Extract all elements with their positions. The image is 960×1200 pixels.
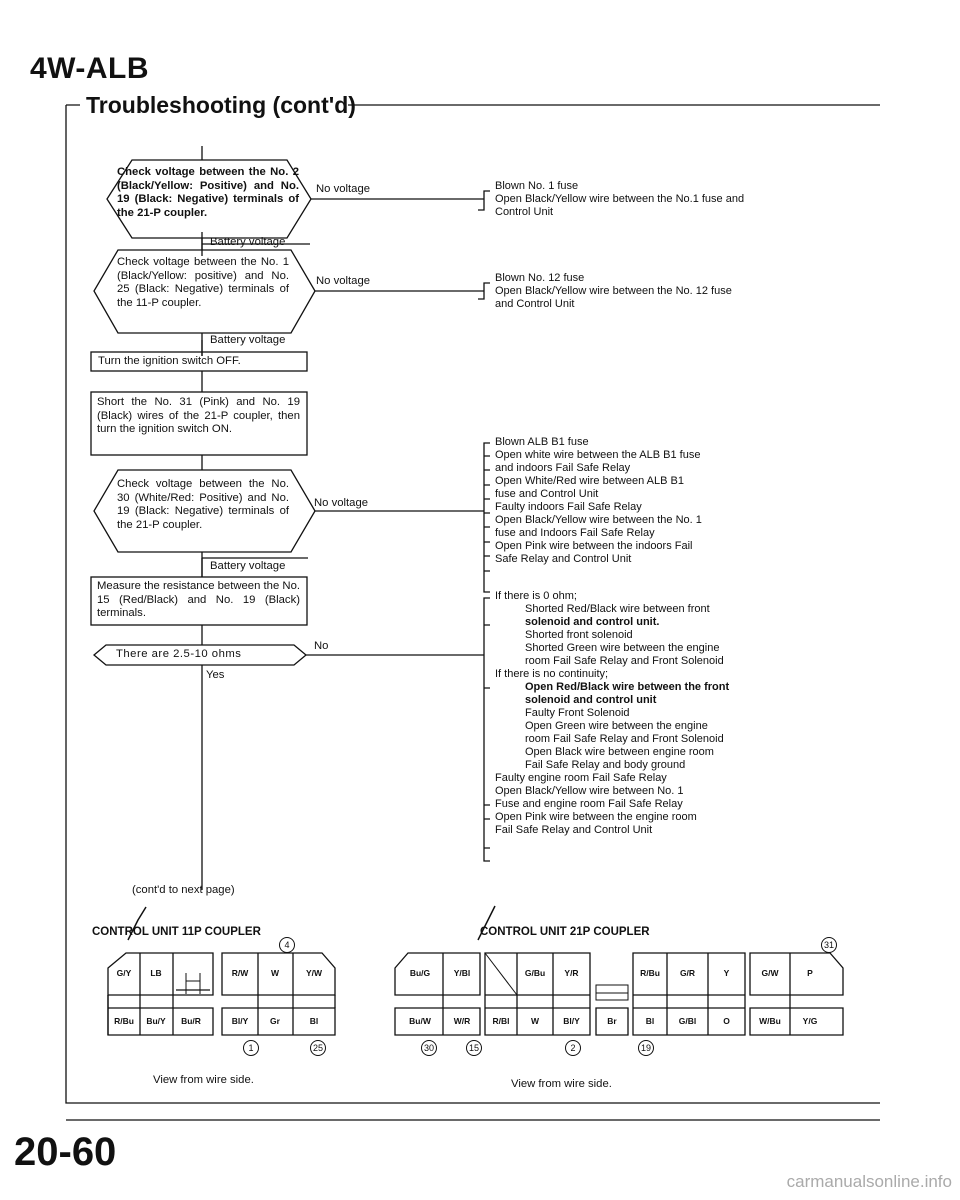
result-line: room Fail Safe Relay and Front Solenoid — [525, 733, 724, 745]
pin-label: W — [270, 968, 280, 978]
pin-label: G/W — [761, 968, 779, 978]
pin-label: R/Bl — [492, 1016, 510, 1026]
result-line: Shorted Green wire between the engine — [525, 642, 720, 654]
result-step1: Blown No. 1 fuse Open Black/Yellow wire between the No.1 fuse and Control Unit — [495, 180, 745, 218]
result-line: Fail Safe Relay and Control Unit — [495, 824, 653, 836]
pin-label: LB — [150, 968, 162, 978]
result-line: room Fail Safe Relay and Front Solenoid — [525, 655, 724, 667]
battery-voltage-label: Battery voltage — [210, 560, 286, 572]
pin-label: G/Bu — [524, 968, 546, 978]
pin-number: 15 — [466, 1040, 482, 1056]
no-label: No — [314, 640, 329, 652]
pin-label: Bu/W — [409, 1016, 431, 1026]
pin-label: G/Y — [116, 968, 132, 978]
result-line: Open Green wire between the engine — [525, 720, 708, 732]
pin-label: Bl/Y — [563, 1016, 580, 1026]
page-subtitle: Troubleshooting (cont'd) — [86, 92, 356, 118]
result-line: Faulty engine room Fail Safe Relay — [495, 772, 667, 784]
result-line: Faulty Front Solenoid — [525, 707, 630, 719]
step-short-wires: Short the No. 31 (Pink) and No. 19 (Black) wires of the 21-P coupler, then turn the ignition switch ON. — [97, 396, 300, 435]
pin-label: P — [807, 968, 813, 978]
yes-label: Yes — [206, 669, 225, 681]
battery-voltage-label: Battery voltage — [210, 334, 286, 346]
step-resistance-check: There are 2.5-10 ohms — [116, 648, 242, 660]
result-step5: Blown ALB B1 fuse Open white wire between the ALB B1 fuse and indoors Fail Safe Relay Open White/Red wire between ALB B1 fuse and Control Unit Faulty indoors Fail Safe Relay Open Black/Yellow wire between the No. 1 fuse and Indoors Fail Safe Relay Open Pink wire between the indoors Fail Safe Relay and Control Unit — [495, 436, 702, 565]
pin-label: W — [530, 1016, 540, 1026]
pin-number: 1 — [243, 1040, 259, 1056]
continued-note: (cont'd to next page) — [132, 884, 235, 896]
step-check-voltage-11p: Check voltage between the No. 1 (Black/Yellow: positive) and No. 25 (Black: Negative) terminals of the 11-P coupler. — [117, 256, 289, 309]
no-voltage-label: No voltage — [316, 183, 371, 195]
pin-number: 4 — [279, 937, 295, 953]
watermark: carmanualsonline.info — [786, 1172, 952, 1191]
battery-voltage-label: Battery voltage — [210, 236, 286, 248]
result-line: solenoid and control unit — [525, 694, 657, 706]
pin-number: 25 — [310, 1040, 326, 1056]
step-measure-resistance: Measure the resistance between the No. 15 (Red/Black) and No. 19 (Black) terminals. — [97, 580, 300, 619]
pin-label: Bl — [645, 1016, 655, 1026]
pin-label: Y/R — [564, 968, 579, 978]
result-line: If there is no continuity; — [495, 668, 609, 680]
result-line: Open Black wire between engine room — [525, 746, 714, 758]
no-voltage-label: No voltage — [314, 497, 369, 509]
pin-label: Br — [607, 1016, 617, 1026]
step-check-voltage-21p: Check voltage between the No. 2 (Black/Yellow: Positive) and No. 19 (Black: Negative) terminals of the 21-P coupler. — [117, 166, 299, 219]
result-line: solenoid and control unit. — [525, 616, 660, 628]
result-step2: Blown No. 12 fuse Open Black/Yellow wire between the No. 12 fuse and Control Unit — [495, 272, 732, 310]
pin-label: Gr — [270, 1016, 280, 1026]
pin-label: R/W — [231, 968, 249, 978]
pin-label: Y/W — [305, 968, 323, 978]
step-ignition-off: Turn the ignition switch OFF. — [98, 355, 241, 367]
pin-label: Bu/Y — [146, 1016, 166, 1026]
pin-label: W/R — [453, 1016, 471, 1026]
step-check-voltage-30-19: Check voltage between the No. 30 (White/Red: Positive) and No. 19 (Black: Negative) terminals of the 21-P coupler. — [117, 478, 289, 531]
pin-label: O — [723, 1016, 730, 1026]
result-line: Shorted Red/Black wire between front — [525, 603, 710, 615]
pin-label: Bu/G — [409, 968, 431, 978]
pin-label: Y/G — [802, 1016, 818, 1026]
pin-number: 31 — [821, 937, 837, 953]
pin-label: W/Bu — [759, 1016, 781, 1026]
pin-label: G/Bl — [678, 1016, 697, 1026]
coupler-21p-caption: View from wire side. — [511, 1078, 612, 1090]
result-line: Fuse and engine room Fail Safe Relay — [495, 798, 683, 810]
pin-label: R/Bu — [640, 968, 660, 978]
result-line: Open Black/Yellow wire between No. 1 — [495, 785, 684, 797]
coupler-11p-title: CONTROL UNIT 11P COUPLER — [92, 926, 261, 938]
coupler-11p-caption: View from wire side. — [153, 1074, 254, 1086]
coupler-21p-title: CONTROL UNIT 21P COUPLER — [480, 926, 650, 938]
result-line: Open Red/Black wire between the front — [525, 681, 730, 693]
result-line: If there is 0 ohm; — [495, 590, 577, 602]
result-line: Open Pink wire between the engine room — [495, 811, 697, 823]
pin-label: Bu/R — [181, 1016, 201, 1026]
pin-label: Bl — [309, 1016, 319, 1026]
page-number: 20-60 — [14, 1130, 117, 1174]
pin-number: 2 — [565, 1040, 581, 1056]
no-voltage-label: No voltage — [316, 275, 371, 287]
pin-label: G/R — [679, 968, 696, 978]
pin-label: Y/Bl — [453, 968, 471, 978]
pin-label: Bl/Y — [231, 1016, 249, 1026]
pin-label: R/Bu — [114, 1016, 134, 1026]
pin-number: 19 — [638, 1040, 654, 1056]
section-title: 4W-ALB — [30, 52, 150, 85]
pin-number: 30 — [421, 1040, 437, 1056]
result-line: Shorted front solenoid — [525, 629, 633, 641]
result-line: Fail Safe Relay and body ground — [525, 759, 686, 771]
pin-label: Y — [723, 968, 730, 978]
result-step7 — [495, 590, 729, 837]
